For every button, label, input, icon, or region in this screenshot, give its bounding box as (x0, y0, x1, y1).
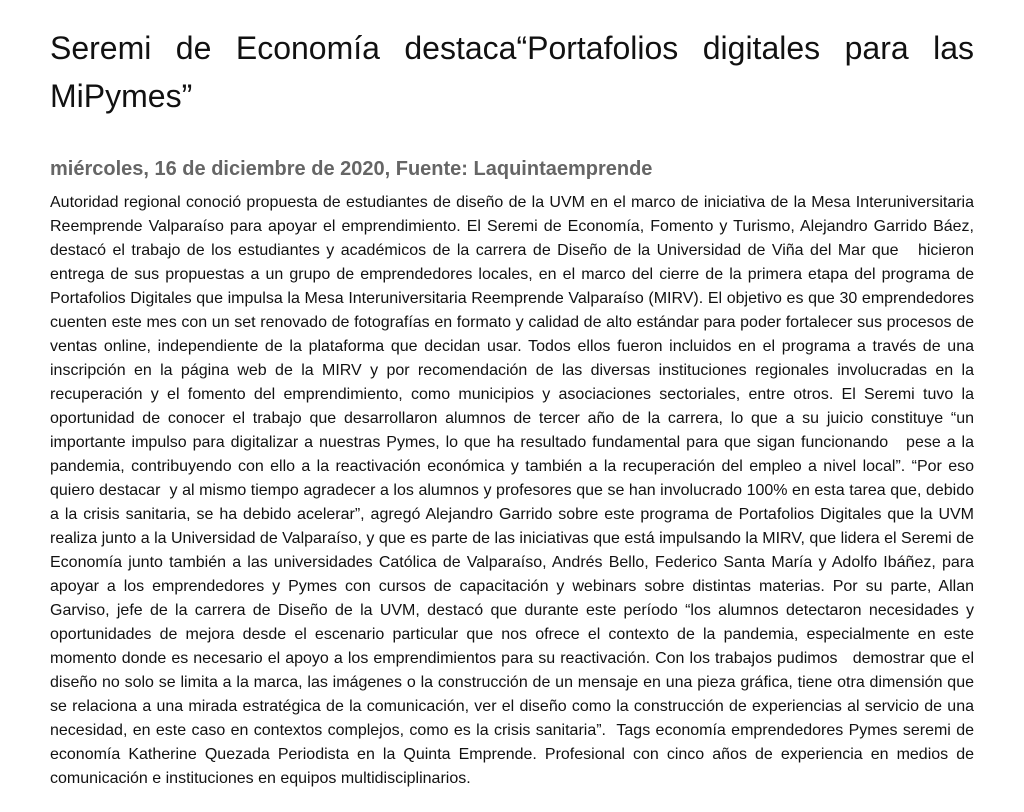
article-meta: miércoles, 16 de diciembre de 2020, Fuente: Laquintaemprende (50, 158, 653, 180)
article-body: Autoridad regional conoció propuesta de estudiantes de diseño de la UVM en el marco de iniciativa de la Mesa Interuniversitaria Reemprende Valparaíso para apoyar el emprendimiento. El Seremi de Economía, Fomento y Turismo, Alejandro Garrido Báez, destacó el trabajo de los estudiantes y académicos de la carrera de Diseño de la Universidad de Viña del Mar que hicieron entrega de sus propuestas a un grupo de emprendedores locales, en el marco del cierre de la primera etapa del programa de Portafolios Digitales que impulsa la Mesa Interuniversitaria Reemprende Valparaíso (MIRV). El objetivo es que 30 emprendedores cuenten este mes con un set renovado de fotografías en formato y calidad de alto estándar para poder fortalecer sus procesos de ventas online, independiente de la plataforma que decidan usar. Todos ellos fueron incluidos en el programa a través de una inscripción en la página web de la MIRV y por recomendación de las diversas instituciones regionales involucradas en la recuperación y el fomento del emprendimiento, como municipios y asociaciones sectoriales, entre otros. El Seremi tuvo la oportunidad de conocer el trabajo que desarrollaron alumnos de tercer año de la carrera, lo que a su juicio constituye “un importante impulso para digitalizar a nuestras Pymes, lo que ha resultado fundamental para que sigan funcionando pese a la pandemia, contribuyendo con ello a la reactivación económica y también a la recuperación del empleo a nivel local”. “Por eso quiero destacar y al mismo tiempo agradecer a los alumnos y profesores que se han involucrado 100% en esta tarea que, debido a la crisis sanitaria, se ha debido acelerar”, agregó Alejandro Garrido sobre este programa de Portafolios Digitales que la UVM realiza junto a la Universidad de Valparaíso, y que es parte de las iniciativas que está impulsando la MIRV, que lidera el Seremi de Economía junto también a las universidades Católica de Valparaíso, Andrés Bello, Federico Santa María y Adolfo Ibáñez, para apoyar a los emprendedores y Pymes con cursos de capacitación y webinars sobre distintas materias. Por su parte, Allan Garviso, jefe de la carrera de Diseño de la UVM, destacó que durante este período “los alumnos detectaron necesidades y oportunidades de mejora desde el escenario particular que nos ofrece el contexto de la pandemia, especialmente en este momento donde es necesario el apoyo a los emprendimientos para su reactivación. Con los trabajos pudimos demostrar que el diseño no solo se limita a la marca, las imágenes o la construcción de un mensaje en una pieza gráfica, tiene otra dimensión que se relaciona a una mirada estratégica de la comunicación, ver el diseño como la construcción de experiencias al servicio de una necesidad, en este caso en contextos complejos, como es la crisis sanitaria”. Tags economía emprendedores Pymes seremi de economía Katherine Quezada Periodista en la Quinta Emprende. Profesional con cinco años de experiencia en medios de comunicación e instituciones en equipos multidisciplinarios. (50, 194, 983, 787)
article (50, 24, 983, 791)
article-title: Seremi de Economía destaca“Portafolios digitales para las MiPymes” (50, 30, 974, 114)
